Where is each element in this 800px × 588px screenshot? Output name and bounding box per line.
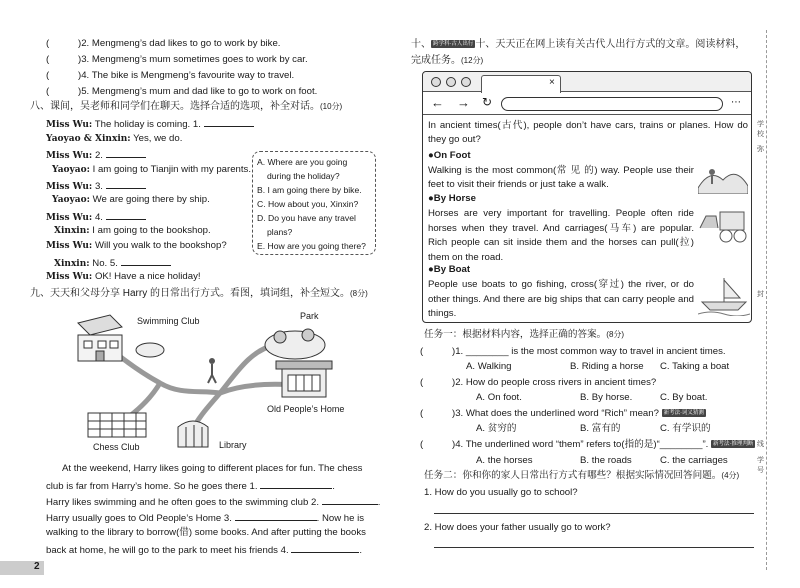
window-dot-2[interactable] xyxy=(446,77,456,87)
toolbar-divider xyxy=(423,114,751,115)
dialog-line-2: Yaoyao & Xinxin: Yes, we do. xyxy=(46,133,183,144)
answer-blank[interactable] xyxy=(106,210,146,220)
passage-line-1: At the weekend, Harry likes going to different places for fun. The chess xyxy=(62,463,363,474)
question-1-options: A. Walking B. Riding a horse C. Taking a boat xyxy=(466,361,730,372)
top-item-5: ( )5. Mengmeng’s mum and dad like to go to work on foot. xyxy=(46,86,318,97)
window-dot-1[interactable] xyxy=(431,77,441,87)
task2-question-2: 2. How does your father usually go to work? xyxy=(424,522,611,533)
back-arrow-icon[interactable]: ← xyxy=(431,95,444,110)
forward-arrow-icon[interactable]: → xyxy=(457,95,470,110)
sidebar-char-7: 号 xyxy=(757,466,764,474)
answer-blank[interactable] xyxy=(235,511,317,521)
sidebar-char-6: 学 xyxy=(757,456,764,464)
task2-answer-line-2[interactable] xyxy=(434,547,754,548)
route-map-illustration xyxy=(60,305,380,455)
dialog-line-3: Miss Wu: 2. xyxy=(46,148,146,162)
answer-blank[interactable] xyxy=(260,479,332,489)
dialog-line-7: Miss Wu: 4. xyxy=(46,210,146,224)
map-label-old-peoples-home: Old People’s Home xyxy=(267,404,345,414)
person-icon xyxy=(208,358,216,383)
question-1: ( )1. ________ is the most common way to travel in ancient times. xyxy=(420,346,726,357)
route-path xyxy=(108,347,220,393)
boat-illustration xyxy=(698,272,750,316)
article-foot-text: Walking is the most common(常 见 的) way. People use their feet to visit their friends or just take a walk. xyxy=(428,165,694,190)
answer-blank[interactable] xyxy=(121,256,171,266)
map-label-chess-club: Chess Club xyxy=(93,442,140,452)
sidebar-char-2: 校 xyxy=(757,130,764,138)
sidebar-char-4: 封 xyxy=(757,290,764,298)
answer-blank[interactable] xyxy=(204,117,254,127)
dialog-line-9: Miss Wu: Will you walk to the bookshop? xyxy=(46,240,227,251)
section10-title: 十、 跨学科·古人出行 十、天天正在网上读有关古代人出行方式的文章。阅读材料，完成任务。(12分) xyxy=(411,39,746,66)
question-2: ( )2. How do people cross rivers in ancient times? xyxy=(420,377,657,388)
window-dot-3[interactable] xyxy=(461,77,471,87)
question-4: ( )4. The underlined word “them” refers to(指的是)“________”. 新考法·推理判断 xyxy=(420,439,754,450)
task1-title: 任务一：根据材料内容，选择正确的答案。(8分) xyxy=(424,329,625,340)
section9-title: 九、天天和父母分享 Harry 的日常出行方式。看图，填词组，补全短文。(8分) xyxy=(30,288,368,299)
task2-answer-line-1[interactable] xyxy=(434,513,754,514)
chess-club-icon xyxy=(88,413,146,437)
question-2-options: A. On foot. B. By horse. C. By boat. xyxy=(476,392,708,403)
refresh-icon[interactable]: ↻ xyxy=(482,95,493,109)
dialog-line-5: Miss Wu: 3. xyxy=(46,179,146,193)
park-icon xyxy=(265,329,325,359)
map-label-swimming-club: Swimming Club xyxy=(137,316,200,326)
more-icon[interactable]: ⋯ xyxy=(731,97,741,108)
old-peoples-home-icon xyxy=(276,361,332,397)
page-number: 2 xyxy=(34,561,40,572)
dialog-line-1: Miss Wu: The holiday is coming. 1. xyxy=(46,117,254,131)
passage-line-3: Harry likes swimming and he often goes to the swimming club 2. . xyxy=(46,497,381,508)
article-foot-heading: ●On Foot xyxy=(428,150,471,161)
question-3: ( )3. What does the underlined word “Rich” mean? 新考法·词义猜测 xyxy=(420,408,704,419)
home-building-icon xyxy=(78,315,122,361)
passage-line-5: walking to the library to borrow(借) some books. And after putting the books xyxy=(46,527,366,538)
article-boat-text: People use boats to go fishing, cross(穿过) the river, or do other things. And there are big ships that can carry people and things. xyxy=(428,279,694,319)
binding-dashed-line xyxy=(766,30,767,570)
section8-title: 八、课间，吴老师和同学们在聊天。选择合适的选项，补全对话。(10分) xyxy=(30,101,343,112)
walking-illustration xyxy=(698,158,748,194)
top-item-3: ( )3. Mengmeng’s mum sometimes goes to work by car. xyxy=(46,54,308,65)
address-bar[interactable] xyxy=(501,97,723,111)
passage-line-6: back at home, he will go to the park to meet his friends 4. . xyxy=(46,545,362,556)
answer-blank[interactable] xyxy=(106,179,146,189)
horse-carriage-illustration xyxy=(698,202,750,246)
passage-line-2: club is far from Harry’s home. So he goes there 1. . xyxy=(46,481,335,492)
passage-line-4: Harry usually goes to Old People’s Home 3. . Now he is xyxy=(46,513,365,524)
answer-blank[interactable] xyxy=(322,495,378,505)
dialog-line-6: Yaoyao: We are going there by ship. xyxy=(52,194,210,205)
answer-blank[interactable] xyxy=(106,148,146,158)
map-label-park: Park xyxy=(300,311,319,321)
close-icon[interactable]: × xyxy=(549,77,555,88)
top-item-2: ( )2. Mengmeng’s dad likes to go to work by bike. xyxy=(46,38,281,49)
sidebar-char-5: 线 xyxy=(757,440,764,448)
question-3-options: A. 贫穷的 B. 富有的 C. 有学识的 xyxy=(476,423,711,434)
task2-question-1: 1. How do you usually go to school? xyxy=(424,487,578,498)
article-boat-heading: ●By Boat xyxy=(428,264,471,275)
dialog-line-10: Xinxin: No. 5. xyxy=(54,256,171,270)
browser-tabbar xyxy=(423,72,751,92)
map-label-library: Library xyxy=(219,440,247,450)
sidebar-char-3: 弥 xyxy=(757,145,764,153)
answer-blank[interactable] xyxy=(291,543,359,553)
top-item-4: ( )4. The bike is Mengmeng’s favourite way to travel. xyxy=(46,70,295,81)
library-icon xyxy=(178,421,208,447)
sidebar-char-1: 学 xyxy=(757,120,764,128)
dialog-line-4: Yaoyao: I am going to Tianjin with my parents. xyxy=(52,164,251,175)
pool-icon xyxy=(136,343,164,357)
article-horse-heading: ●By Horse xyxy=(428,193,476,204)
dialog-line-11: Miss Wu: OK! Have a nice holiday! xyxy=(46,271,201,282)
article-horse-text: Horses are very important for travelling. People often ride horses when they travel. And carriages(马车) are popular. Rich people can sit inside them and the horses can pull(拉) them on the road. xyxy=(428,208,694,263)
task2-title: 任务二：你和你的家人日常出行方式有哪些？根据实际情况回答问题。(4分) xyxy=(424,470,740,481)
dialog-line-8: Xinxin: I am going to the bookshop. xyxy=(54,225,211,236)
options-box: A. Where are you going during the holiday? B. I am going there by bike. C. How about you, Xinxin? D. Do you have any travel plans? E. How are you going there? xyxy=(252,151,376,255)
question-4-options: A. the horses B. the roads C. the carriages xyxy=(476,455,728,466)
article-intro: In ancient times(古代), people don’t have cars, trains or planes. How do they go out? xyxy=(428,120,748,145)
